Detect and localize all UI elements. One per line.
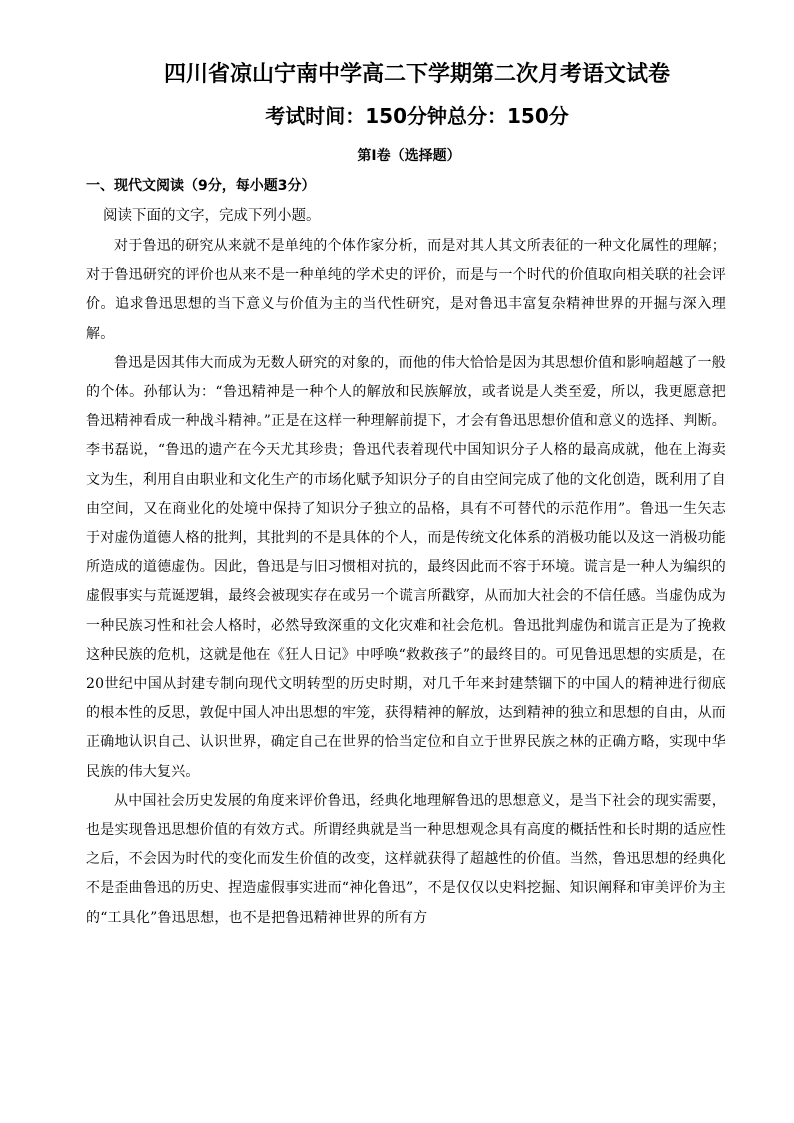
passage-paragraph-1: 对于鲁迅的研究从来就不是单纯的个体作家分析，而是对其人其文所表征的一种文化属性的理解；对于鲁迅研究的评价也从来不是一种单纯的学术史的评价，而是与一个时代的价值取向相关联的社会评价。追求鲁迅思想的当下意义与价值为主的当代性研究，是对鲁迅丰富复杂精神世界的开掘与深入理解。 [86,238,726,342]
reading-passage [86,232,726,933]
part-title: 第Ⅰ卷（选择题） [357,148,461,164]
exam-title: 四川省凉山宁南中学高二下学期第二次月考语文试卷 [163,62,670,87]
reading-instruction: 阅读下面的文字，完成下列小题。 [103,208,321,224]
section-heading: 一、现代文阅读（9分，每小题3分） [86,178,316,194]
passage-paragraph-3: 从中国社会历史发展的角度来评价鲁迅，经典化地理解鲁迅的思想意义，是当下社会的现实需要，也是实现鲁迅思想价值的有效方式。所谓经典就是当一种思想观念具有高度的概括性和长时期的适应性之后，不会因为时代的变化而发生价值的改变，这样就获得了超越性的价值。当然，鲁迅思想的经典化不是歪曲鲁迅的历史、捏造虚假事实进而“神化鲁迅”，不是仅仅以史料挖掘、知识阐释和审美评价为主的“工具化”鲁迅思想，也不是把鲁迅精神世界的所有方 [86,792,726,926]
exam-time-and-score: 考试时间：150分钟总分：150分 [265,104,569,128]
passage-paragraph-2: 鲁迅是因其伟大而成为无数人研究的对象的，而他的伟大恰恰是因为其思想价值和影响超越了一般的个体。孙郁认为：“鲁迅精神是一种个人的解放和民族解放，或者说是人类至爱，所以，我更愿意把鲁迅精神看成一种战斗精神。”正是在这样一种理解前提下，才会有鲁迅思想价值和意义的选择、判断。李书磊说，“鲁迅的遗产在今天尤其珍贵；鲁迅代表着现代中国知识分子人格的最高成就，他在上海卖文为生，利用自由职业和文化生产的市场化赋予知识分子的自由空间完成了他的文化创造，既利用了自由空间，又在商业化的处境中保持了知识分子独立的品格，具有不可替代的示范作用”。鲁迅一生矢志于对虚伪道德人格的批判，其批判的不是具体的个人，而是传统文化体系的消极功能以及这一消极功能所造成的道德虚伪。因此，鲁迅是与旧习惯相对抗的，最终因此而不容于环境。谎言是一种人为编织的虚假事实与荒诞逻辑，最终会被现实存在或另一个谎言所戳穿，从而加大社会的不信任感。当虚伪成为一种民族习性和社会人格时，必然导致深重的文化灾难和社会危机。鲁迅批判虚伪和谎言正是为了挽救这种民族的危机，这就是他在《狂人日记》中呼唤“救救孩子”的最终目的。可见鲁迅思想的实质是，在20世纪中国从封建专制向现代文明转型的历史时期，对几千年来封建禁锢下的中国人的精神进行彻底的根本性的反思，敦促中国人冲出思想的牢笼，获得精神的解放，达到精神的独立和思想的自由，从而正确地认识自己、认识世界，确定自己在世界的恰当定位和自立于世界民族之林的正确方略，实现中华民族的伟大复兴。 [86,354,726,780]
